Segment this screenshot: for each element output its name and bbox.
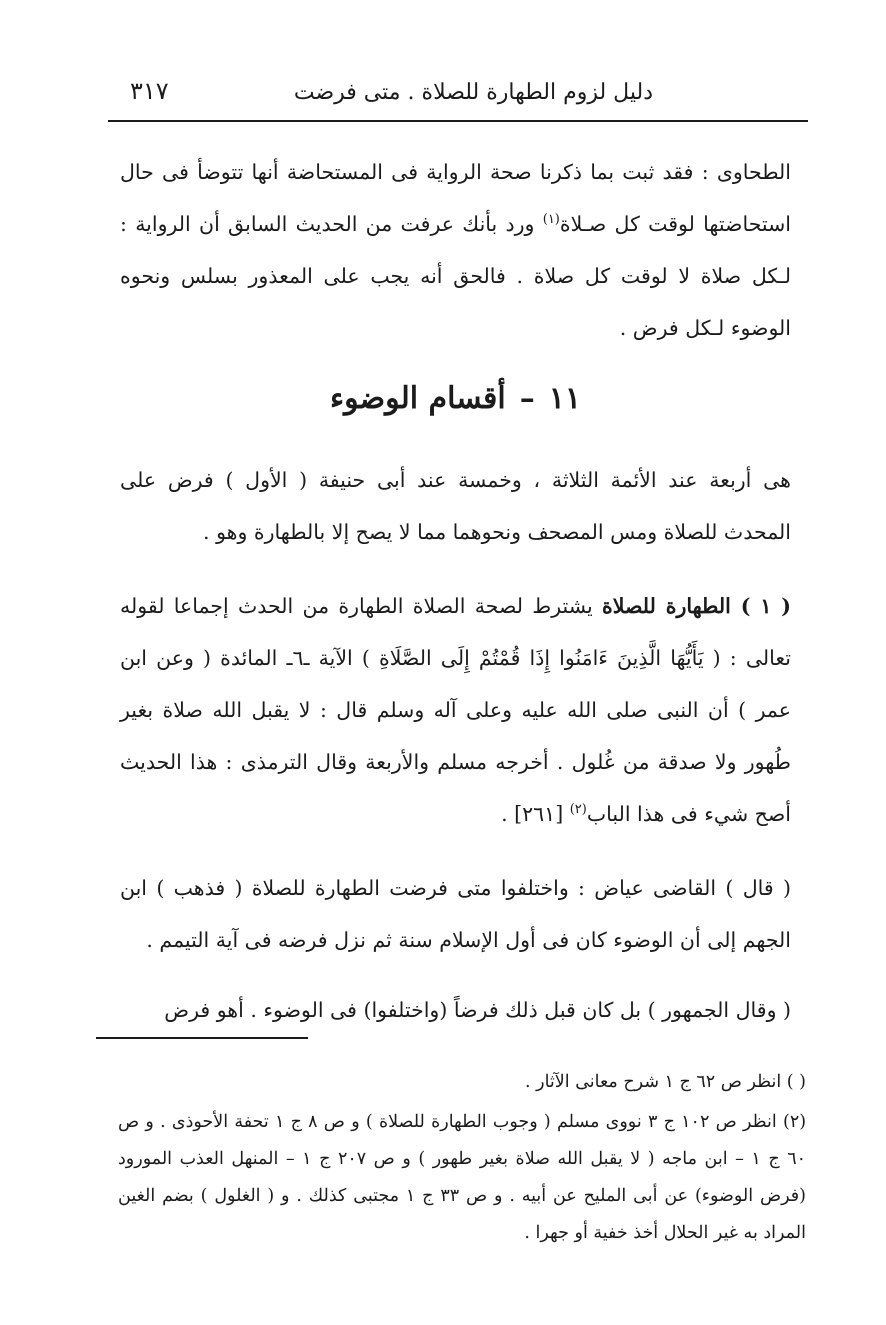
footnote-separator <box>96 1037 308 1039</box>
running-title: دليل لزوم الطهارة للصلاة . متى فرضت <box>293 80 653 105</box>
paragraph-gap <box>120 966 791 984</box>
paragraph-gap <box>120 558 791 580</box>
section-number: ١١ <box>548 381 581 416</box>
paragraph-gap <box>120 840 791 862</box>
paragraph-tahawi <box>120 146 791 354</box>
paragraph-text-continued: ورد بأنك عرفت من الحديث السابق أن الرواية : لـكل صلاة لا لوقت كل صلاة . فالحق أنه يجب على المعذور بسلس ونحوه الوضوء لـكل فرض . <box>120 212 791 340</box>
paragraph-majority: ( وقال الجمهور ) بل كان قبل ذلك فرضاً (واختلفوا) فى الوضوء . أهو فرض <box>164 998 791 1022</box>
hadith-number: [٢٦١] . <box>501 802 570 826</box>
section-dash: – <box>519 381 535 416</box>
paragraph-text: الطحاوى : فقد ثبت بما ذكرنا صحة الرواية فى المستحاضة أنها تتوضأ فى حال استحاضتها لوقت كل صـلاة <box>120 160 791 236</box>
page-number: ٣١٧ <box>130 77 169 105</box>
footnotes <box>118 1064 806 1252</box>
section-title: أقسام الوضوء <box>330 381 506 416</box>
footnote-1: ( ) انظر ص ٦٢ ج ١ شرح معانى الآثار . <box>525 1072 806 1092</box>
paragraph-qadi-iyad: ( قال ) القاضى عياض : واختلفوا متى فرضت الطهارة للصلاة ( فذهب ) ابن الجهم إلى أن الوضوء كان فى أول الإسلام سنة ثم نزل فرضه فى آية التيمم . <box>120 876 791 952</box>
paragraph-divisions: هى أربعة عند الأئمة الثلاثة ، وخمسة عند أبى حنيفة ( الأول ) فرض على المحدث للصلاة ومس المصحف ونحوهما مما لا يصح إلا بالطهارة وهو . <box>120 468 791 544</box>
section-heading <box>120 374 791 424</box>
paragraph-purity-for-prayer <box>120 580 791 840</box>
footnote-ref-1: (١) <box>542 212 560 228</box>
paragraph-text: يشترط لصحة الصلاة الطهارة من الحدث إجماعا لقوله تعالى : ( يَأَيُّهَا الَّذِينَ ءَامَنُوا إِذَا قُمْتُمْ إِلَى الصَّلَاةِ ) الآية ـ٦ـ المائدة ( وعن ابن عمر ) أن النبى صلى الله عليه وعلى آله وسلم قال : لا يقبل الله صلاة بغير طُهور ولا صدقة من غُلول . أخرجه مسلم والأربعة وقال الترمذى : هذا الحديث أصح شيء فى هذا الباب <box>120 594 791 826</box>
page-body <box>120 146 791 1036</box>
subsection-label: ( ١ ) الطهارة للصلاة <box>602 594 791 618</box>
footnote-ref-2: (٢) <box>569 802 587 818</box>
footnote-2: (٢) انظر ص ١٠٢ ج ٣ نووى مسلم ( وجوب الطهارة للصلاة ) و ص ٨ ج ١ تحفة الأحوذى . و ص ٦٠ ج ١ – ابن ماجه ( لا يقبل الله صلاة بغير طهور ) و ص ٢٠٧ ج ١ – المنهل العذب المورود (فرض الوضوء) عن أبى المليح عن أبيه . و ص ٣٣ ج ١ مجتبى كذلك . و ( الغلول ) بضم الغين المراد به غير الحلال أخذ خفية أو جهرا . <box>118 1112 807 1243</box>
page-header <box>108 70 808 122</box>
